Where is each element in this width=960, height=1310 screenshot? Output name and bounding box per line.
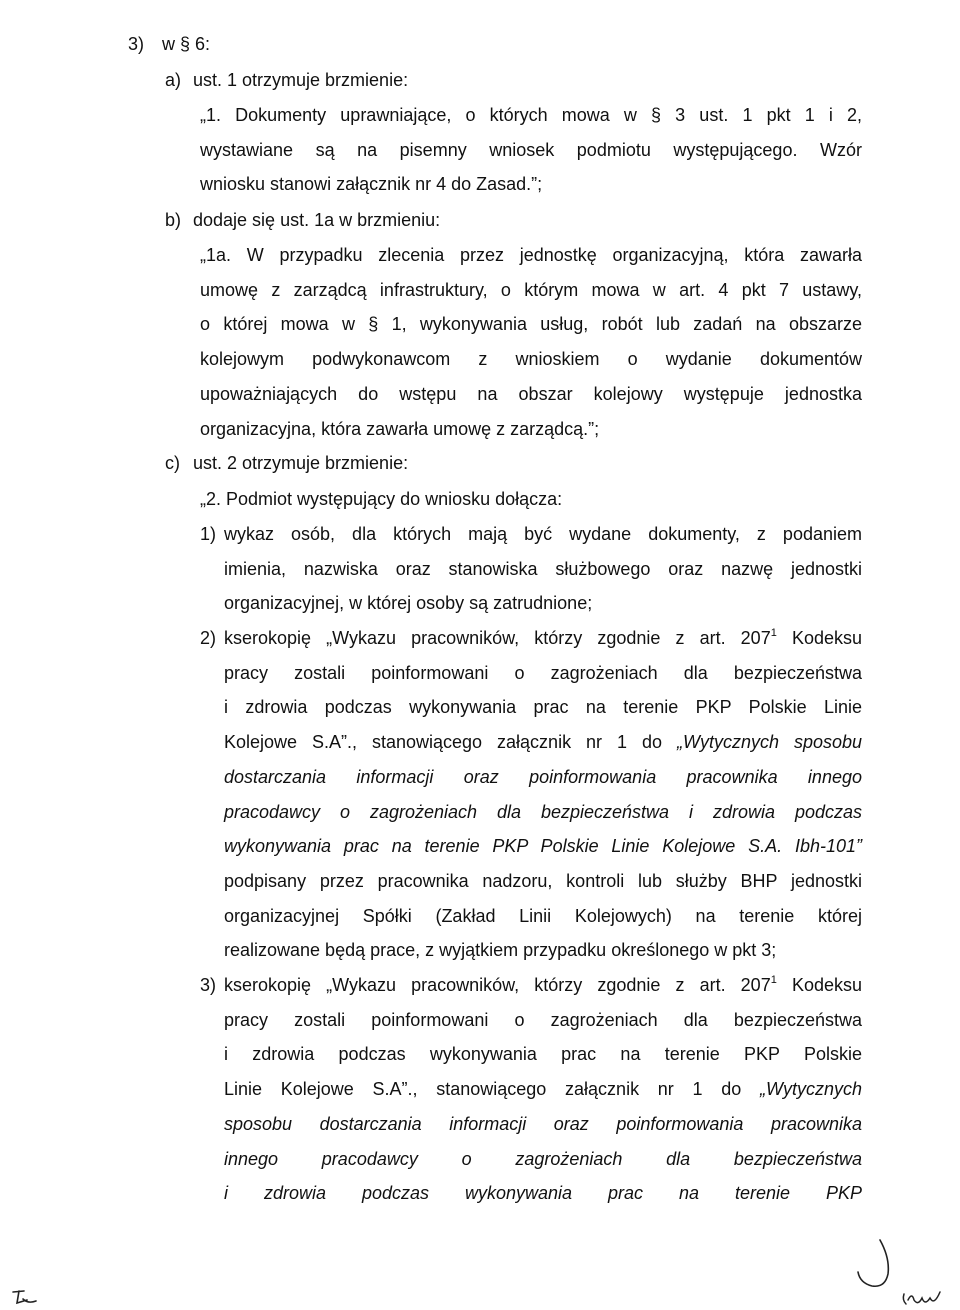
paragraph-line: upoważniających do wstępu na obszar kolejowy występuje jednostka [200, 383, 862, 404]
point-1-label: 1) [200, 524, 217, 544]
point-2 [224, 621, 862, 968]
paragraph-line: wystawiane są na pisemny wniosek podmiotu występującego. Wzór [200, 139, 862, 160]
signature-initials-right [852, 1236, 952, 1308]
point-3-label: 3) [200, 975, 217, 995]
line-text: Kodeksu [776, 975, 862, 995]
paragraph-line: o której mowa w § 1, wykonywania usług, robót lub zadań na obszarze [200, 314, 862, 335]
italic-title: pracodawcy o zagrożeniach dla bezpieczeństwa i zdrowia podczas [224, 801, 862, 822]
point-line [224, 1142, 862, 1177]
paragraph-line: umowę z zarządcą infrastruktury, o którym mowa w art. 4 pkt 7 ustawy, [200, 279, 862, 300]
point-line: realizowane będą prace, z wyjątkiem przypadku określonego w pkt 3; [224, 940, 777, 961]
subitem-a-label: a) [165, 70, 182, 90]
line-text: kserokopię „Wykazu pracowników, którzy zgodnie z art. 207 [224, 975, 771, 995]
point-line [224, 968, 862, 1003]
item-3-text: w § 6: [162, 34, 211, 54]
paragraph-1a [200, 238, 862, 446]
point-line: i zdrowia podczas wykonywania prac na terenie PKP Polskie [224, 1044, 862, 1065]
subitem-a-text: ust. 1 otrzymuje brzmienie: [193, 70, 409, 90]
point-line: i zdrowia podczas wykonywania prac na terenie PKP Polskie Linie [224, 697, 862, 718]
italic-title: „Wytycznych sposobu [676, 732, 863, 753]
point-line: podpisany przez pracownika nadzoru, kontroli lub służby BHP jednostki [224, 870, 862, 891]
subitem-c-text: ust. 2 otrzymuje brzmienie: [193, 453, 409, 473]
italic-title: i zdrowia podczas wykonywania prac na terenie PKP [224, 1183, 862, 1204]
paragraph-line: „1a. W przypadku zlecenia przez jednostkę organizacyjną, która zawarła [200, 245, 862, 265]
superscript: 1 [770, 627, 777, 639]
point-line: pracy zostali poinformowani o zagrożeniach dla bezpieczeństwa [224, 1009, 862, 1030]
paragraph-line: wniosku stanowi załącznik nr 4 do Zasad.”; [200, 174, 543, 195]
point-2-label: 2) [200, 628, 217, 648]
point-3 [224, 968, 862, 1211]
italic-title: dostarczania informacji oraz poinformowania pracownika innego [224, 766, 862, 787]
paragraph-line: kolejowym podwykonawcom z wnioskiem o wydanie dokumentów [200, 349, 862, 370]
paragraph-1 [200, 98, 862, 202]
point-line: pracy zostali poinformowani o zagrożeniach dla bezpieczeństwa [224, 662, 862, 683]
point-line: organizacyjnej Spółki (Zakład Linii Kolejowych) na terenie której [224, 905, 862, 926]
point-line [224, 1072, 862, 1107]
subitem-b-text: dodaje się ust. 1a w brzmieniu: [193, 210, 441, 230]
point-line [224, 795, 862, 830]
italic-title: innego pracodawcy o zagrożeniach dla bezpieczeństwa [224, 1148, 862, 1169]
line-text: Linie Kolejowe S.A”., stanowiącego załącznik nr 1 do [224, 1079, 760, 1100]
point-line: wykaz osób, dla których mają być wydane dokumenty, z podaniem [224, 524, 862, 544]
point-line [224, 829, 862, 864]
item-3-label: 3) [128, 34, 145, 54]
line-text: Kodeksu [776, 628, 862, 648]
paragraph-line: organizacyjna, która zawarła umowę z zarządcą.”; [200, 418, 600, 439]
point-line [224, 1107, 862, 1142]
point-line: imienia, nazwiska oraz stanowiska służbowego oraz nazwę jednostki [224, 558, 862, 579]
line-text: kserokopię „Wykazu pracowników, którzy zgodnie z art. 207 [224, 628, 771, 648]
italic-title: sposobu dostarczania informacji oraz poinformowania pracownika [224, 1113, 862, 1134]
point-line [224, 621, 862, 656]
point-line: organizacyjnej, w której osoby są zatrudnione; [224, 593, 593, 614]
subitem-b-label: b) [165, 210, 182, 230]
paragraph-2-intro: „2. Podmiot występujący do wniosku dołącza: [200, 489, 563, 509]
paragraph-line: „1. Dokumenty uprawniające, o których mowa w § 3 ust. 1 pkt 1 i 2, [200, 105, 862, 125]
point-1 [224, 517, 862, 621]
point-line [224, 725, 862, 760]
subitem-c-label: c) [165, 453, 180, 473]
signature-initials-left [10, 1288, 40, 1308]
italic-title: wykonywania prac na terenie PKP Polskie Linie Kolejowe S.A. Ibh-101” [224, 836, 862, 857]
italic-title: „Wytycznych [759, 1079, 862, 1100]
superscript: 1 [770, 974, 777, 986]
line-text: Kolejowe S.A”., stanowiącego załącznik nr 1 do [224, 732, 677, 753]
point-line [224, 1176, 862, 1211]
point-line [224, 760, 862, 795]
